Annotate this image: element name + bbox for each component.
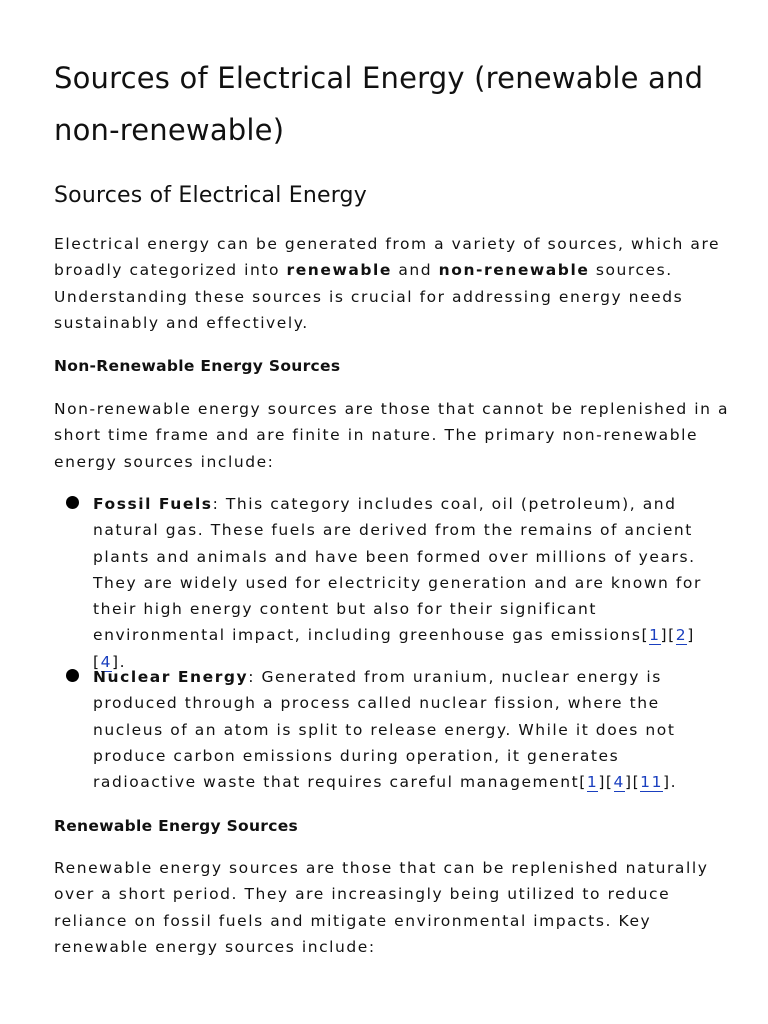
list-item-term: Fossil Fuels (93, 495, 213, 513)
non-renewable-intro: Non-renewable energy sources are those that cannot be replenished in a short time frame and are finite in nature. The primary non-renewable energy sources include: (54, 400, 730, 471)
intro-text: Electrical energy can be generated from a variety of sources, which are broadly categorized into (54, 235, 721, 280)
list-item-text: : This category includes coal, oil (petroleum), and natural gas. These fuels are derived from the remains of ancient plants and animals and have been formed over millions of years. They are widely used for electricity generation and are known for their high energy content but also for their significant environmental impact, including greenhouse gas emissions (93, 495, 702, 645)
bracket: [ (605, 773, 614, 792)
bracket: ] (687, 626, 695, 645)
intro-bold-non-renewable: non-renewable (438, 261, 590, 280)
bracket: ] (624, 773, 633, 792)
bullet-icon (66, 669, 79, 682)
renewable-heading: Renewable Energy Sources (54, 817, 299, 835)
bracket: [ (632, 773, 641, 792)
citation-link[interactable]: 1 (649, 626, 661, 645)
bracket: [ (93, 652, 101, 671)
citation-link[interactable]: 4 (100, 652, 113, 671)
bracket: ] (598, 773, 606, 792)
bracket: ] (660, 626, 669, 645)
list-item-nuclear-energy (93, 664, 723, 795)
citation-link[interactable]: 4 (613, 773, 625, 792)
list-item-term: Nuclear Energy (93, 668, 249, 686)
bullet-icon (66, 496, 79, 509)
bracket: ] (663, 773, 671, 792)
list-item-end: . (119, 652, 127, 671)
citation-link[interactable]: 1 (586, 773, 599, 792)
page-title: Sources of Electrical Energy (renewable and non-renewable) (54, 61, 704, 147)
list-item-text: : Generated from uranium, nuclear energy is produced through a process called nuclear fission, where the nucleus of an atom is split to release energy. While it does not produce carbon emissions during operation, it generates radioactive waste that requires careful management (93, 668, 676, 792)
list-item-fossil-fuels (93, 491, 723, 675)
intro-text: sources. Understanding these sources is crucial for addressing energy needs sustainably and effectively. (54, 261, 684, 332)
citation-link[interactable]: 2 (675, 626, 688, 645)
bracket: [ (641, 626, 650, 645)
intro-text: and (391, 261, 439, 280)
non-renewable-heading: Non-Renewable Energy Sources (54, 357, 341, 375)
bracket: ] (112, 652, 120, 671)
bracket: [ (668, 626, 676, 645)
intro-paragraph (54, 231, 734, 336)
bracket: [ (579, 773, 587, 792)
list-item-end: . (670, 773, 678, 792)
section-heading: Sources of Electrical Energy (54, 183, 367, 208)
renewable-intro: Renewable energy sources are those that can be replenished naturally over a short period. They are increasingly being utilized to reduce reliance on fossil fuels and mitigate environmental impacts. Key renewable energy sources include: (54, 859, 709, 956)
intro-bold-renewable: renewable (286, 261, 392, 280)
citation-link[interactable]: 11 (640, 773, 663, 792)
